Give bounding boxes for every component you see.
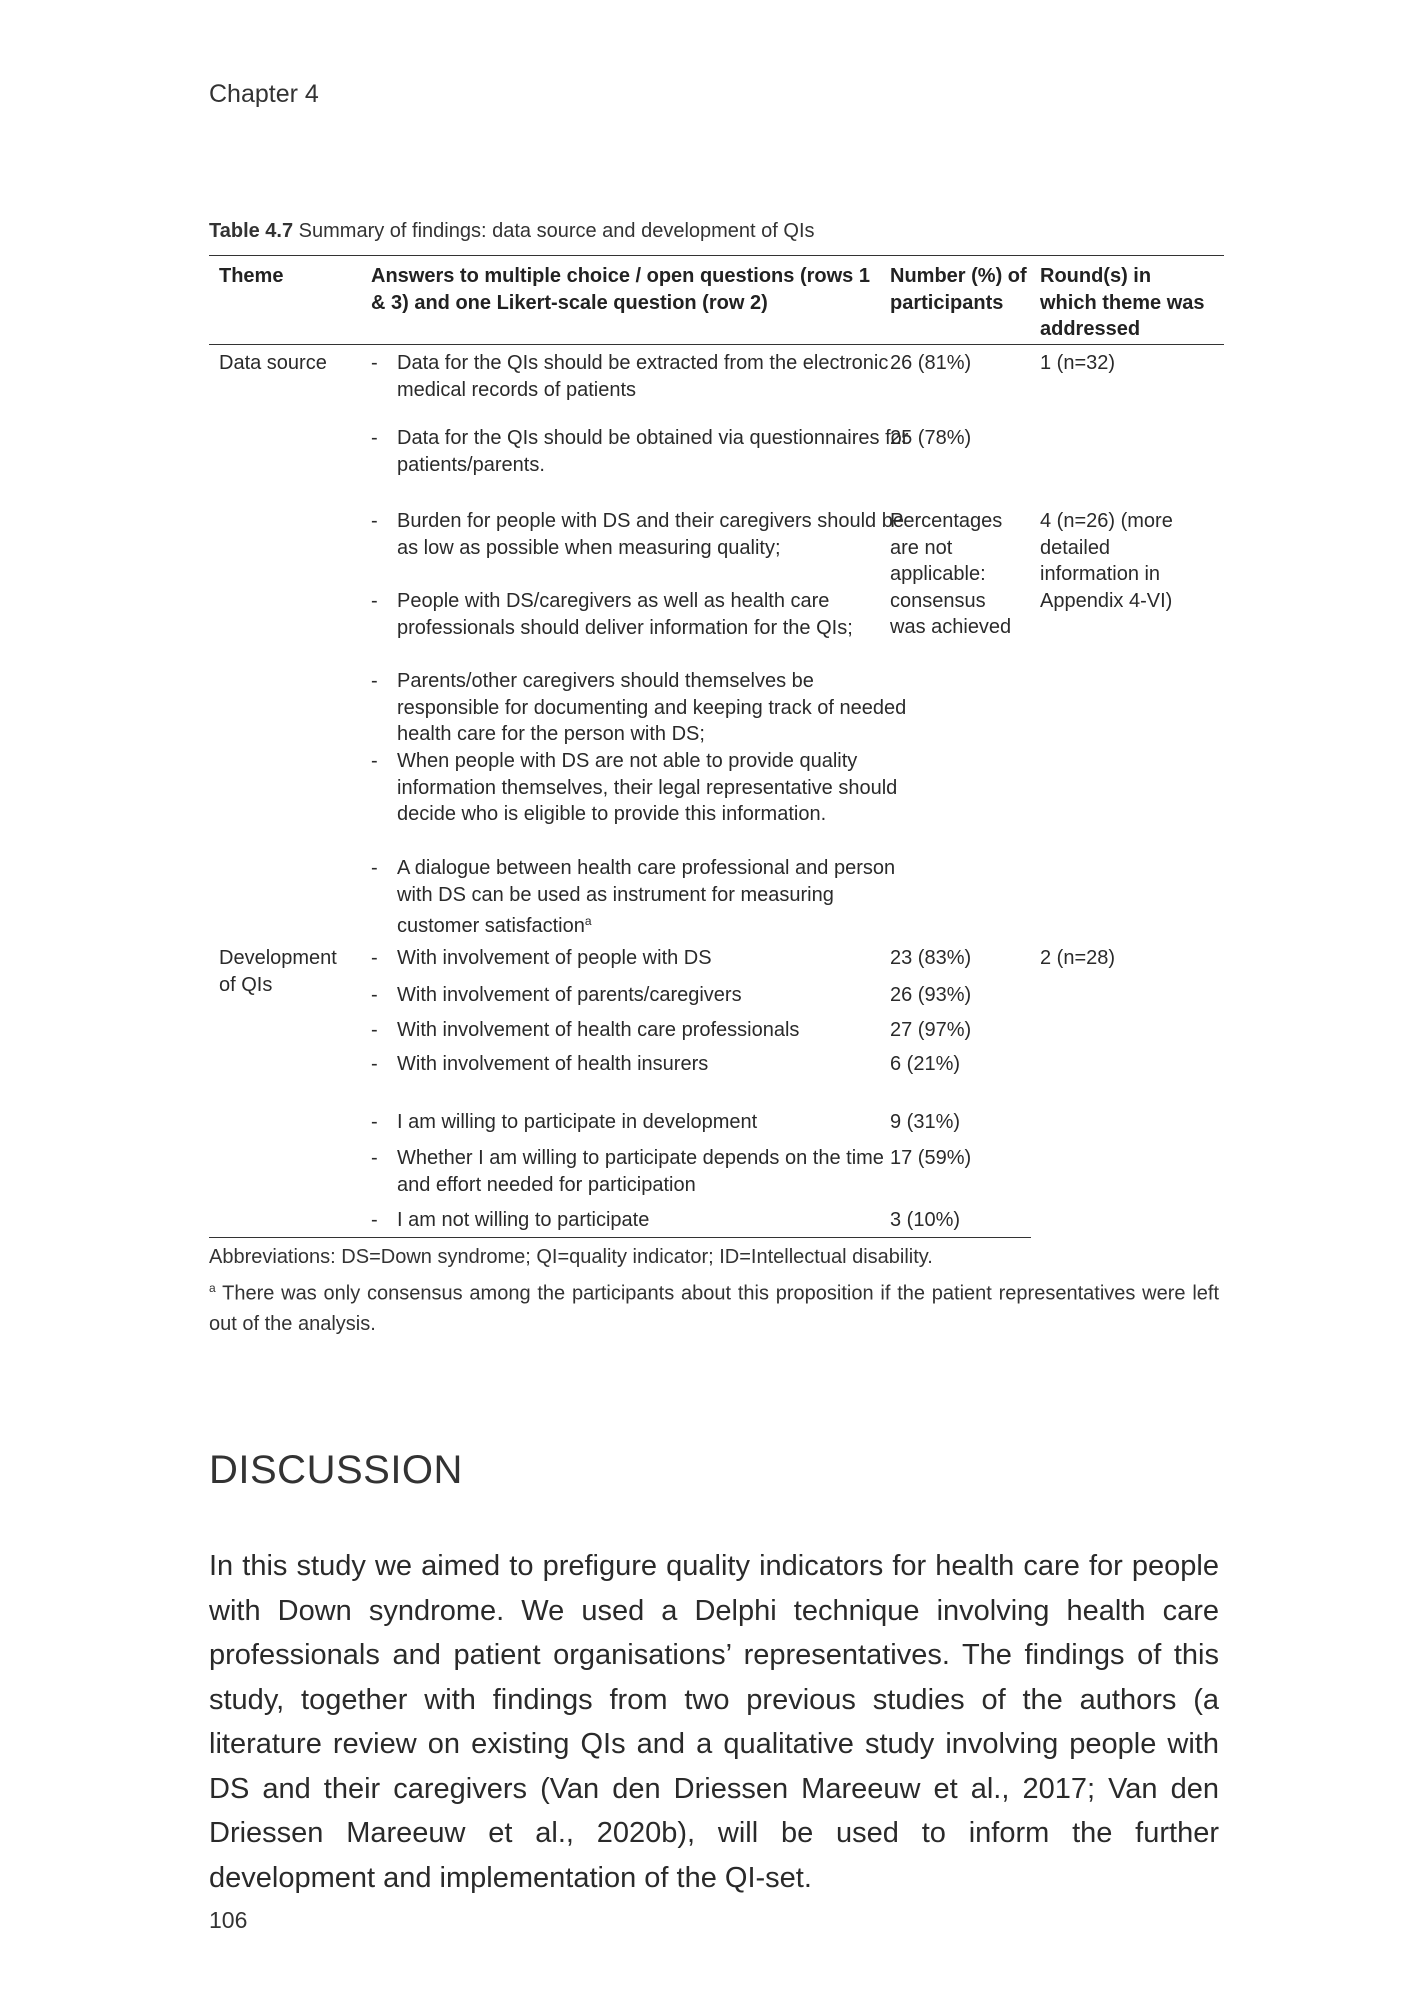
table-bottom-rule xyxy=(209,1237,1031,1238)
page-number: 106 xyxy=(209,1907,248,1933)
round-cell: 4 (n=26) (more detailed information in Appendix 4-VI) xyxy=(1040,510,1173,612)
header-bottom-rule xyxy=(209,344,1224,345)
table-caption xyxy=(209,220,815,243)
theme-development: Development of QIs xyxy=(219,947,337,996)
table-caption-text: Summary of findings: data source and development of QIs xyxy=(293,220,815,242)
list-item: - Parents/other caregivers should themselves be responsible for documenting and keeping track of needed health care for the person with DS; xyxy=(371,670,907,745)
number-cell: 17 (59%) xyxy=(890,1147,972,1169)
list-item: - Burden for people with DS and their caregivers should be as low as possible when measuring quality; xyxy=(371,510,904,559)
table-label: Table 4.7 xyxy=(209,220,294,242)
section-heading: DISCUSSION xyxy=(209,1448,463,1492)
number-cell: 6 (21%) xyxy=(890,1053,961,1075)
list-item: - A dialogue between health care professional and person with DS can be used as instrument for measuring customer satisfaction$^a$ xyxy=(371,857,896,937)
list-item: - Data for the QIs should be obtained via questionnaires for patients/parents. xyxy=(371,427,909,476)
number-cell: Percentages are not applicable: consensus was achieved xyxy=(890,510,1012,638)
header-theme: Theme xyxy=(219,265,284,287)
header-number: Number (%) of participants xyxy=(890,265,1027,314)
header-rounds: Round(s) in which theme was addressed xyxy=(1040,265,1205,340)
abbreviations-note: Abbreviations: DS=Down syndrome; QI=quality indicator; ID=Intellectual disability. xyxy=(209,1246,933,1268)
list-item: - With involvement of people with DS xyxy=(371,947,712,969)
number-cell: 9 (31%) xyxy=(890,1111,961,1133)
running-head: Chapter 4 xyxy=(209,80,319,108)
list-item: - With involvement of parents/caregivers xyxy=(371,984,742,1006)
number-cell: 23 (83%) xyxy=(890,947,972,969)
number-cell: 26 (81%) xyxy=(890,352,972,374)
theme-data-source: Data source xyxy=(219,352,327,374)
number-cell: 3 (10%) xyxy=(890,1209,961,1231)
list-item: - With involvement of health care professionals xyxy=(371,1019,800,1041)
number-cell: 27 (97%) xyxy=(890,1019,972,1041)
number-cell: 26 (93%) xyxy=(890,984,972,1006)
footnote-mark: a xyxy=(209,1281,216,1295)
number-cell: 25 (78%) xyxy=(890,427,972,449)
list-item: - I am willing to participate in development xyxy=(371,1111,758,1133)
round-cell: 2 (n=28) xyxy=(1040,947,1116,969)
list-item: - When people with DS are not able to provide quality information themselves, their legal representative should decide who is eligible to provide this information. xyxy=(371,750,898,825)
round-cell: 1 (n=32) xyxy=(1040,352,1116,374)
list-item: - Whether I am willing to participate depends on the time and effort needed for participation xyxy=(371,1147,884,1196)
footnote-a: $^a$ There was only consensus among the participants about this proposition if the patient representatives were left out of the analysis. xyxy=(209,1281,1219,1335)
list-item: - People with DS/caregivers as well as health care professionals should deliver information for the QIs; xyxy=(371,590,853,639)
discussion-paragraph: In this study we aimed to prefigure quality indicators for health care for people with Down syndrome. We used a Delphi technique involving health care professionals and patient organisations’ representatives. The findings of this study, together with findings from two previous studies of the authors (a literature review on existing QIs and a qualitative study involving people with DS and their caregivers (Van den Driessen Mareeuw et al., 2017; Van den Driessen Mareeuw et al., 2020b), will be used to inform the further development and implementation of the QI-set. xyxy=(209,1550,1219,1894)
list-item: - I am not willing to participate xyxy=(371,1209,650,1231)
table-top-rule xyxy=(209,255,1224,256)
list-item: - Data for the QIs should be extracted from the electronic medical records of patients xyxy=(371,352,889,401)
footnote-marker: a xyxy=(584,914,592,928)
list-item: - With involvement of health insurers xyxy=(371,1053,709,1075)
header-answers: Answers to multiple choice / open questions (rows 1 & 3) and one Likert-scale question (row 2) xyxy=(371,265,870,314)
